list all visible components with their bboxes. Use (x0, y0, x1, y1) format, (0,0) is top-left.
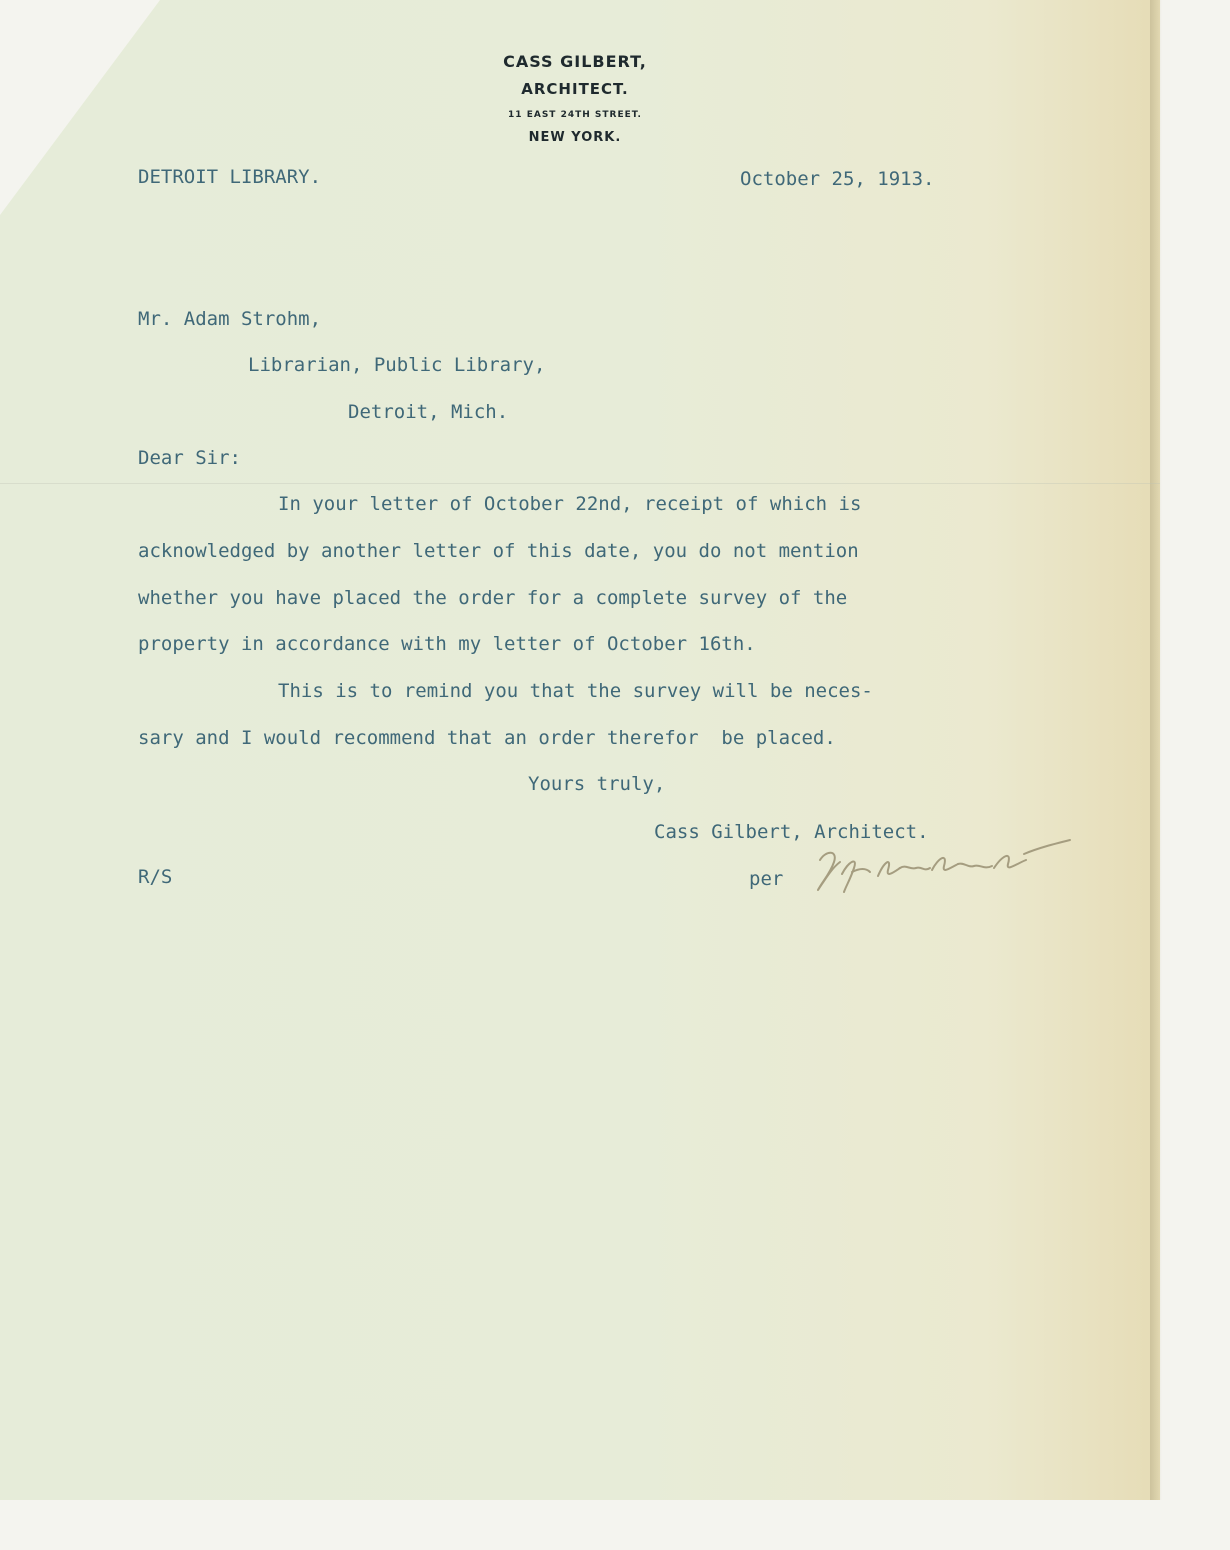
paper-edge-shadow (1150, 0, 1162, 1500)
typist-initials: R/S (138, 866, 173, 888)
paper-fold-line (0, 483, 1160, 484)
body-line: In your letter of October 22nd, receipt of which is (278, 493, 862, 515)
letterhead-title: ARCHITECT. (521, 80, 629, 98)
body-line: This is to remind you that the survey will be neces- (278, 680, 873, 702)
letterhead-address: 11 EAST 24TH STREET. (508, 110, 642, 120)
handwritten-signature (808, 838, 1078, 898)
per-label: per (749, 868, 784, 890)
body-line: property in accordance with my letter of October 16th. (138, 633, 756, 655)
salutation: Dear Sir: (138, 447, 241, 469)
sender-name: Cass Gilbert, Architect. (654, 821, 929, 843)
recipient-position: Librarian, Public Library, (248, 354, 546, 376)
letterhead-city: NEW YORK. (528, 130, 622, 145)
letter-date: October 25, 1913. (740, 168, 935, 190)
closing: Yours truly, (528, 773, 666, 795)
recipient-location: Detroit, Mich. (348, 401, 509, 423)
recipient-name: Mr. Adam Strohm, (138, 308, 322, 330)
body-line: whether you have placed the order for a complete survey of the (138, 587, 848, 609)
letter-subject: DETROIT LIBRARY. (138, 166, 322, 188)
body-line: acknowledged by another letter of this date, you do not mention (138, 540, 859, 562)
body-line: sary and I would recommend that an order therefor be placed. (138, 727, 836, 749)
letterhead-name: CASS GILBERT, (503, 52, 647, 71)
